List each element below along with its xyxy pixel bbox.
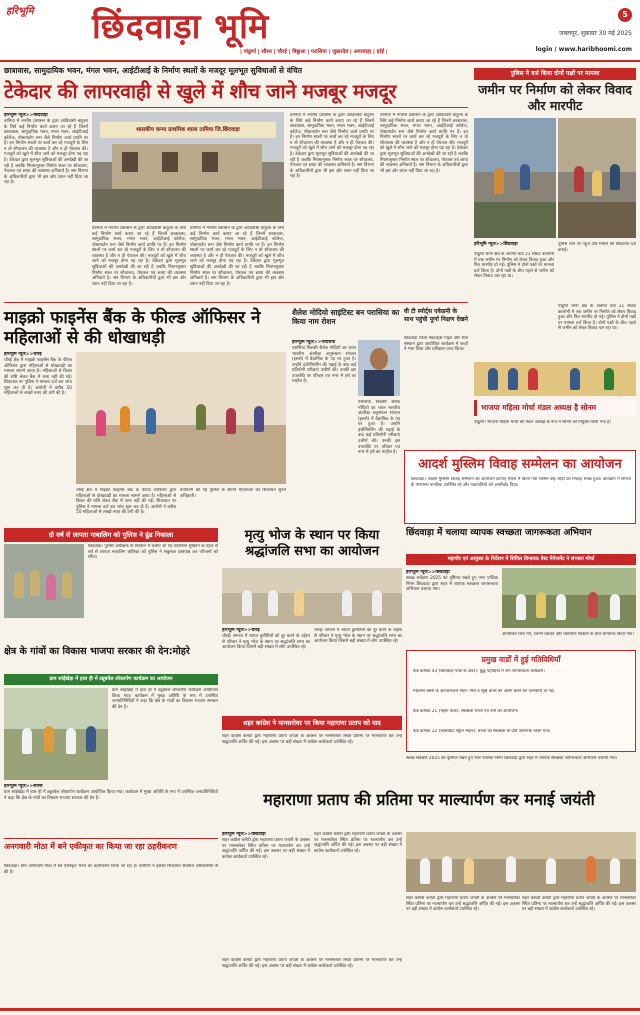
missing-girl-headline: दो वर्ष से लापता नाबालिग को पुलिस ने ढूंढ निकाला — [4, 528, 218, 542]
condolence-headline: मृत्यु भोज के स्थान पर किया श्रद्धांजलि सभा का आयोजन — [244, 528, 380, 560]
lead-kicker: छात्रावास, सामुदायिक भवन, मंगल भवन, आईटीआई के निर्माण स्थलों के मजदूर मूलभूत सुविधाओं से वंचित — [4, 66, 303, 75]
congress-column-4: शहर कांग्रेस कमेटी द्वारा महाराणा प्रताप जयंती के अवसर पर मानसरोवर स्थित प्रतिमा पर माल्यार्पण कर उन्हें श्रद्धांजलि अर्पित की गई। इस अवसर पर बड़ी संख्या में कांग्रेस कार्यकर्ता उपस्थित रहे। — [522, 896, 636, 913]
login-link[interactable]: login / www.haribhoomi.com — [535, 46, 632, 53]
lead-column-5: तामिया में नगरीय प्रशासन के द्वारा आदिवासी बाहुल्य के लिये कई निर्माण कार्य कराए जा रहे हैं जिनमें छात्रावास, सामुदायिक भवन, मंगल भवन, आईटीआई कॉलेज, पोस्टमार्टम रूम जैसे निर्माण कार्य प्रगति पर हैं। इन निर्माण स्थलों पर कार्य कर रहे मजदूरों के लिए न तो शौचालय की व्यवस्था है और न ही पेयजल की। मजदूरों को खुले में शौच जाने को मजबूर होना पड़ रहा है। ठेकेदार द्वारा मूलभूत सुविधाओं की अनदेखी की जा रही है जबकि नियमानुसार निर्माण स्थल पर शौचालय, पेयजल एवं छाया की व्यवस्था अनिवार्य है। श्रम विभाग के अधिकारियों द्वारा भी इस ओर ध्यान नहीं दिया जा रहा है। — [380, 113, 468, 174]
muslim-marriage-headline: आदर्श मुस्लिम विवाह सम्मेलन का आयोजन — [418, 457, 622, 472]
cleanliness-caption: आयोजित किए गए, जिनमें प्रबंधन और पर्यावरण संरक्षण के प्रति जागरूक किया गया। — [502, 632, 634, 637]
missing-girl-photo — [4, 544, 84, 618]
congress-column-3: शहर कांग्रेस कमेटी द्वारा महाराणा प्रताप जयंती के अवसर पर मानसरोवर स्थित प्रतिमा पर माल्यार्पण कर उन्हें श्रद्धांजलि अर्पित की गई। इस अवसर पर बड़ी संख्या में कांग्रेस कार्यकर्ता उपस्थित रहे। — [406, 896, 520, 913]
lead-column-2: तामिया में नगरीय प्रशासन के द्वारा आदिवासी बाहुल्य के लिये कई निर्माण कार्य कराए जा रहे हैं जिनमें छात्रावास, सामुदायिक भवन, मंगल भवन, आईटीआई कॉलेज, पोस्टमार्टम रूम जैसे निर्माण कार्य प्रगति पर हैं। इन निर्माण स्थलों पर कार्य कर रहे मजदूरों के लिए न तो शौचालय की व्यवस्था है और न ही पेयजल की। मजदूरों को खुले में शौच जाने को मजबूर होना पड़ रहा है। ठेकेदार द्वारा मूलभूत सुविधाओं की अनदेखी की जा रही है जबकि नियमानुसार निर्माण स्थल पर शौचालय, पेयजल एवं छाया की व्यवस्था अनिवार्य है। श्रम विभाग के अधिकारियों द्वारा भी इस ओर ध्यान नहीं दिया जा रहा है। — [92, 226, 186, 287]
condolence-body: चौरई। समाज में व्याप्त कुरीतियों को दूर करने के उद्देश्य से परिवार ने मृत्यु भोज के स्थान पर श्रद्धांजलि सभा का आयोजन किया जिसमें बड़ी संख्या में लोग उपस्थित रहे। — [222, 633, 310, 651]
lead-column-3: तामिया में नगरीय प्रशासन के द्वारा आदिवासी बाहुल्य के लिये कई निर्माण कार्य कराए जा रहे हैं जिनमें छात्रावास, सामुदायिक भवन, मंगल भवन, आईटीआई कॉलेज, पोस्टमार्टम रूम जैसे निर्माण कार्य प्रगति पर हैं। इन निर्माण स्थलों पर कार्य कर रहे मजदूरों के लिए न तो शौचालय की व्यवस्था है और न ही पेयजल की। मजदूरों को खुले में शौच जाने को मजबूर होना पड़ रहा है। ठेकेदार द्वारा मूलभूत सुविधाओं की अनदेखी की जा रही है जबकि नियमानुसार निर्माण स्थल पर शौचालय, पेयजल एवं छाया की व्यवस्था अनिवार्य है। श्रम विभाग के अधिकारियों द्वारा भी इस ओर ध्यान नहीं दिया जा रहा है। — [190, 226, 284, 287]
right-top-caption: पुलिस थाने पर पहुंचे और मामले की शिकायत दर्ज कराई। — [558, 242, 636, 253]
isro-body-cont: परासिया निवासी शैलेश मोदियो का चयन भारतीय अंतरिक्ष अनुसंधान संगठन (इसरो) में वैज्ञानिक के पद पर हुआ है। उन्होंने इंजीनियरिंग की पढ़ाई के बाद कई प्रतियोगी परीक्षाएं उत्तीर्ण की। उनकी इस उपलब्धि पर परिवार एवं नगर में हर्ष का माहौल है। — [358, 400, 400, 456]
cleanliness-body: स्वच्छ सर्वेक्षण 2025 को दृष्टिगत रखते हुए नगर पालिक निगम छिंदवाड़ा द्वारा शहर में व्यापक स्वच्छता जागरूकता अभियान चलाया गया। — [406, 575, 498, 593]
footer-rule — [0, 1008, 640, 1011]
program-box — [406, 650, 636, 752]
isro-portrait — [358, 340, 400, 396]
microfinance-caption: नवीनतम की गई पुलिस के सामने महिलाओं की शिकायत सुनते अधिकारी। — [180, 488, 286, 499]
microfinance-photo — [76, 352, 286, 484]
village-dev-headline: क्षेत्र के गांवों का विकास भाजपा सरकार की देन:मोहरे — [4, 646, 190, 657]
microfinance-byline: हरिभूमि न्यूज>>चौरई — [4, 352, 42, 357]
congress-column-5: शहर कांग्रेस कमेटी द्वारा महाराणा प्रताप जयंती के अवसर पर मानसरोवर स्थित प्रतिमा पर माल्यार्पण कर उन्हें श्रद्धांजलि अर्पित की गई। इस अवसर पर बड़ी संख्या में कांग्रेस कार्यकर्ता उपस्थित रहे। — [222, 958, 402, 969]
village-dev-body: ग्राम सांईखेड़ा में हाल ही में ट्यूबवेल लोकार्पण कार्यक्रम आयोजित किया गया। कार्यक्रम में मुख्य अतिथि के रूप में उपस्थित जनप्रतिनिधियों ने कहा कि क्षेत्र के गांवों का विकास भाजपा सरकार की देन है। — [112, 688, 218, 710]
condolence-byline: हरिभूमि न्यूज>>चौरई — [222, 628, 260, 633]
village-dev-column — [4, 784, 218, 834]
microfinance-headline: माइक्रो फाइनेंस बैंक के फील्ड ऑफिसर ने महिलाओं से की धोखाधड़ी — [4, 308, 261, 349]
dateline: जबलपुर, शुक्रवार 30 मई 2025 — [559, 30, 632, 37]
program-box-title: प्रमुख वार्डों में हुई गतिविधियाँ — [481, 655, 561, 664]
right-top-body-cont: पांढुर्णा थाना क्षेत्र के अंतर्गत वार्ड 21 सम्राट कालोनी में एक जमीन पर निर्माण को लेकर विवाद हुआ और फिर मारपीट हो गई। पुलिस ने दोनों पक्षों पर मामला दर्ज किया है। दोनों पक्षों के बीच पहले से जमीन को लेकर विवाद चल रहा था। — [558, 304, 636, 332]
muslim-marriage-body: छिंदवाड़ा। आदर्श मुस्लिम विवाह सम्मेलन का आयोजन ईदगाह मैदान में किया गया जिसमें कई जोड़ों का निकाह संपन्न हुआ। कार्यक्रम में समाज के गणमान्य नागरिक उपस्थित रहे और नवदंपतियों को आशीर्वाद दिया। — [411, 477, 631, 488]
muslim-marriage-box — [404, 450, 636, 524]
cleanliness-headline: छिंदवाड़ा में चलाया व्यापक स्वच्छता जागरूकता अभियान — [406, 528, 592, 538]
divider — [4, 838, 218, 839]
microfinance-body-cont: चौरई क्षेत्र में माइक्रो फाइनेंस बैंक के फील्ड ऑफिसर द्वारा महिलाओं से धोखाधड़ी का मामला सामने आया है। महिलाओं से किश्त की राशि लेकर बैंक में जमा नहीं की गई। शिकायत पर पुलिस ने मामला दर्ज कर जांच शुरू कर दी है। आरोपी ने करीब 50 महिलाओं से लाखों रुपए की ठगी की है। — [76, 488, 176, 516]
sports-body: छिंदवाड़ा जिला स्काउट्स गाइड और सेवा संस्थान द्वारा आयोजित कार्यक्रम में बच्चों ने भाग लिया और प्रशिक्षण प्राप्त किया। — [404, 336, 468, 353]
condolence-column-1 — [222, 628, 310, 714]
lead-column-1 — [4, 113, 88, 298]
sports-photo — [474, 362, 636, 396]
microfinance-body: चौरई क्षेत्र में माइक्रो फाइनेंस बैंक के फील्ड ऑफिसर द्वारा महिलाओं से धोखाधड़ी का मामला सामने आया है। महिलाओं से किश्त की राशि लेकर बैंक में जमा नहीं की गई। शिकायत पर पुलिस ने मामला दर्ज कर जांच शुरू कर दी है। आरोपी ने करीब 50 महिलाओं से लाखों रुपए की ठगी की है। — [4, 357, 72, 397]
congress-body-cont: शहर कांग्रेस कमेटी द्वारा महाराणा प्रताप जयंती के अवसर पर मानसरोवर स्थित प्रतिमा पर माल्यार्पण कर उन्हें श्रद्धांजलि अर्पित की गई। इस अवसर पर बड़ी संख्या में कांग्रेस कार्यकर्ता उपस्थित रहे। — [222, 837, 310, 860]
program-box-cont: स्वच्छ सर्वेक्षण 2025 को दृष्टिगत रखते हुए नगर पालिक निगम छिंदवाड़ा द्वारा शहर में व्यापक स्वच्छता जागरूकता अभियान चलाया गया। — [406, 756, 618, 761]
isro-column — [292, 340, 356, 518]
lead-headline: टेकेदार की लापरवाही से खुले में शौच जाने मजबूर मजदूर — [4, 80, 397, 103]
lead-byline: हरिभूमि न्यूज>>छिंदवाड़ा — [4, 113, 48, 118]
congress-body: शहर कांग्रेस कमेटी द्वारा महाराणा प्रताप जयंती के अवसर पर मानसरोवर स्थित प्रतिमा पर माल्यार्पण कर उन्हें श्रद्धांजलि अर्पित की गई। इस अवसर पर बड़ी संख्या में कांग्रेस कार्यकर्ता उपस्थित रहे। — [222, 734, 402, 745]
places-strip: | पांढुर्णा | सौसर | चौरई | बिछुआ | परासिया | जुन्नारदेव | अमरवाड़ा | हर्रई | — [240, 49, 388, 55]
village-dev-subhead: ग्राम सांईखेड़ा में हाल ही में ट्यूबवेल लोकार्पण कार्यक्रम का आयोजन — [4, 674, 218, 685]
page-number: 5 — [618, 8, 632, 22]
cleanliness-column — [406, 570, 498, 646]
isro-body: परासिया निवासी शैलेश मोदियो का चयन भारतीय अंतरिक्ष अनुसंधान संगठन (इसरो) में वैज्ञानिक के पद पर हुआ है। उन्होंने इंजीनियरिंग की पढ़ाई के बाद कई प्रतियोगी परीक्षाएं उत्तीर्ण की। उनकी इस उपलब्धि पर परिवार एवं नगर में हर्ष का माहौल है। — [292, 345, 356, 385]
cleanliness-subhead: महापौर एवं आयुक्त के निर्देशन में सिविल विनायक वेस्ट मैनेजमेंट ने संभाला मोर्चा — [406, 554, 636, 565]
congress-column-2: शहर कांग्रेस कमेटी द्वारा महाराणा प्रताप जयंती के अवसर पर मानसरोवर स्थित प्रतिमा पर माल्यार्पण कर उन्हें श्रद्धांजलि अर्पित की गई। इस अवसर पर बड़ी संख्या में कांग्रेस कार्यकर्ता उपस्थित रहे। — [314, 832, 402, 854]
divider — [4, 107, 468, 108]
congress-byline: हरिभूमि न्यूज>>छिंदवाड़ा — [222, 832, 266, 837]
village-dev-body-cont: ग्राम सांईखेड़ा में हाल ही में ट्यूबवेल लोकार्पण कार्यक्रम आयोजित किया गया। कार्यक्रम में मुख्य अतिथि के रूप में उपस्थित जनप्रतिनिधियों ने कहा कि क्षेत्र के गांवों का विकास भाजपा सरकार की देन है। — [4, 789, 218, 801]
lead-column-4: तामिया में नगरीय प्रशासन के द्वारा आदिवासी बाहुल्य के लिये कई निर्माण कार्य कराए जा रहे हैं जिनमें छात्रावास, सामुदायिक भवन, मंगल भवन, आईटीआई कॉलेज, पोस्टमार्टम रूम जैसे निर्माण कार्य प्रगति पर हैं। इन निर्माण स्थलों पर कार्य कर रहे मजदूरों के लिए न तो शौचालय की व्यवस्था है और न ही पेयजल की। मजदूरों को खुले में शौच जाने को मजबूर होना पड़ रहा है। ठेकेदार द्वारा मूलभूत सुविधाओं की अनदेखी की जा रही है जबकि नियमानुसार निर्माण स्थल पर शौचालय, पेयजल एवं छाया की व्यवस्था अनिवार्य है। श्रम विभाग के अधिकारियों द्वारा भी इस ओर ध्यान नहीं दिया जा रहा है। — [290, 113, 374, 180]
sports-headline: वी टी स्पोर्ट्स एकेडमी के साथ पहुंची पूर्णा निक्षण देखने — [404, 308, 469, 323]
congress-headline: शहर कांग्रेस ने मानसरोवर पर किया महाराणा प्रताप को याद — [222, 716, 402, 730]
isro-headline: शैलेश मोदियो साइंटिस्ट बन परासिया का किया नाम रोशन — [292, 308, 400, 327]
right-top-headline: जमीन पर निर्माण को लेकर विवाद और मारपीट — [478, 82, 632, 113]
brand-logo: हरिभूमि — [6, 6, 34, 17]
edition-title: छिंदवाड़ा भूमि — [92, 7, 270, 47]
condolence-column-2: चौरई। समाज में व्याप्त कुरीतियों को दूर करने के उद्देश्य से परिवार ने मृत्यु भोज के स्थान पर श्रद्धांजलि सभा का आयोजन किया जिसमें बड़ी संख्या में लोग उपस्थित रहे। — [314, 628, 402, 645]
condolence-photo — [222, 568, 402, 624]
isro-byline: हरिभूमि न्यूज>>परासिया — [292, 340, 336, 345]
bjp-women-headline: भाजपा महिला मोर्चा मंडल अध्यक्ष है सोनम — [474, 400, 636, 416]
village-dev-byline: हरिभूमि न्यूज>>सौसर — [4, 784, 43, 789]
program-item-2: मोहल्ला बस्ती के आरआरआर सेंटर: गीले व सूखे कचरे को अलग करने की जानकारी दी गई। — [413, 689, 555, 694]
program-item-3: वार्ड क्रमांक 21 (नेहरू पार्क): स्वच्छता शपथ एवं रैली का आयोजन। — [413, 709, 519, 714]
program-item-4: वार्ड क्रमांक 22 (कोलाघाट स्कूल मैदान): बच्चों को स्वच्छता के प्रति जागरूक किया गया। — [413, 729, 551, 734]
lead-body: तामिया में नगरीय प्रशासन के द्वारा आदिवासी बाहुल्य के लिये कई निर्माण कार्य कराए जा रहे हैं जिनमें छात्रावास, सामुदायिक भवन, मंगल भवन, आईटीआई कॉलेज, पोस्टमार्टम रूम जैसे निर्माण कार्य प्रगति पर हैं। इन निर्माण स्थलों पर कार्य कर रहे मजदूरों के लिए न तो शौचालय की व्यवस्था है और न ही पेयजल की। मजदूरों को खुले में शौच जाने को मजबूर होना पड़ रहा है। ठेकेदार द्वारा मूलभूत सुविधाओं की अनदेखी की जा रही है जबकि नियमानुसार निर्माण स्थल पर शौचालय, पेयजल एवं छाया की व्यवस्था अनिवार्य है। श्रम विभाग के अधिकारियों द्वारा भी इस ओर ध्यान नहीं दिया जा रहा है। — [4, 118, 88, 186]
anganwadi-headline: अनगवारी मोठा में बने एकीकृत का किया जा रहा ठहरीकरण — [4, 842, 177, 851]
anganwadi-body: छिंदवाड़ा। ग्राम अनगवारी मोठा में बने एकीकृत भवन का ठहरीकरण किया जा रहा है। ग्रामीणों ने इसकी शिकायत संबंधित अधिकारियों से की है। — [4, 864, 218, 875]
cleanliness-byline: हरिभूमि न्यूज>>छिंदवाड़ा — [406, 570, 450, 575]
right-top-byline: हरिभूमि न्यूज>>छिंदवाड़ा — [474, 242, 518, 247]
cleanliness-photo — [502, 568, 636, 628]
masthead — [0, 0, 640, 62]
bjp-women-body: पांढुर्णा। भाजपा महिला मोर्चा की मंडल अध्यक्ष के रूप में सोनम को नियुक्त किया गया है। — [474, 420, 612, 425]
right-top-body: पांढुर्णा थाना क्षेत्र के अंतर्गत वार्ड 21 सम्राट कालोनी में एक जमीन पर निर्माण को लेकर विवाद हुआ और फिर मारपीट हो गई। पुलिस ने दोनों पक्षों पर मामला दर्ज किया है। दोनों पक्षों के बीच पहले से जमीन को लेकर विवाद चल रहा था। — [474, 252, 554, 280]
missing-girl-body: छिंदवाड़ा। पुलिस अधीक्षक के निर्देशन में चलाए जा रहे ऑपरेशन मुस्कान के तहत दो वर्ष से लापता नाबालिग बालिका को पुलिस ने सकुशल दस्तयाब कर परिजनों को सौंपा। — [88, 544, 218, 561]
congress-photo — [406, 832, 636, 892]
congress-column-1 — [222, 832, 310, 954]
dispute-photo-1 — [474, 118, 556, 238]
program-item-1: वार्ड क्रमांक 43 (छिंदवाड़ा पार्क के अंदर): बुद्ध पहाड़िया में जन जागरूकता कार्यक्रम। — [413, 669, 545, 674]
lead-photo — [92, 112, 284, 222]
congress-photo-label: महाराणा प्रताप की प्रतिमा पर माल्यार्पण कर मनाई जयंती — [263, 790, 595, 809]
dispute-photo-2 — [558, 118, 636, 238]
school-sign: शासकीय कन्या प्राथमिक शाला तामिया जि.छिंदवाड़ा — [100, 122, 276, 138]
right-top-kicker: पुलिस ने दर्ज किया दोनों पक्षों पर मामला — [474, 68, 636, 80]
village-dev-photo — [4, 688, 108, 780]
divider — [4, 302, 468, 303]
microfinance-column-1 — [4, 352, 72, 522]
